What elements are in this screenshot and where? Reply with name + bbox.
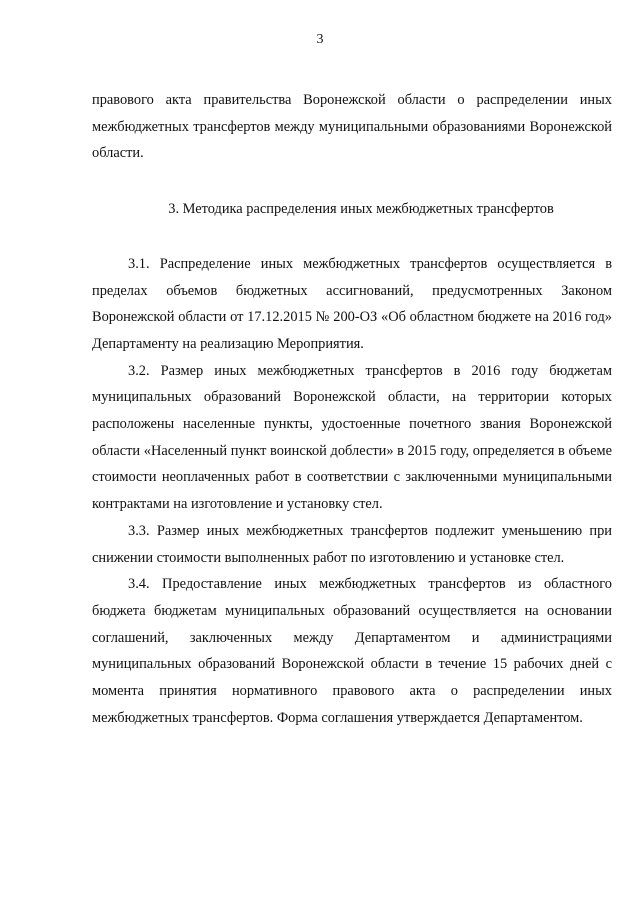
intro-paragraph: правового акта правительства Воронежской области о распределении иных межбюджетных трансфертов между муниципальными образованиями Воронежской области. xyxy=(92,92,612,162)
paragraph-3-1: 3.1. Распределение иных межбюджетных трансфертов осуществляется в пределах объемов бюджетных ассигнований, предусмотренных Законом Воронежской области от 17.12.2015 № 200-ОЗ «Об областном бюджете на 2016 год» Департаменту на реализацию Мероприятия. xyxy=(92,255,612,352)
paragraph-3-3: 3.3. Размер иных межбюджетных трансфертов подлежит уменьшению при снижении стоимости выполненных работ по изготовлению и установке стел. xyxy=(92,522,612,566)
section-heading: 3. Методика распределения иных межбюджетных трансфертов xyxy=(168,201,554,218)
paragraph-3-4: 3.4. Предоставление иных межбюджетных трансфертов из областного бюджета бюджетам муниципальных образований осуществляется на основании соглашений, заключенных между Департаментом и администрациями муниципальных образований Воронежской области в течение 15 рабочих дней с момента принятия нормативного правового акта о распределении иных межбюджетных трансфертов. Форма соглашения утверждается Департаментом. xyxy=(92,576,612,726)
page-number: 3 xyxy=(316,32,324,47)
document-body xyxy=(92,87,612,731)
paragraph-3-2: 3.2. Размер иных межбюджетных трансфертов в 2016 году бюджетам муниципальных образований Воронежской области, на территории которых расположены населенные пункты, удостоенные почетного звания Воронежской области «Населенный пункт воинской доблести» в 2015 году, определяется в объеме стоимости неоплаченных работ в соответствии с заключенными муниципальными контрактами на изготовление и установку стел. xyxy=(92,362,612,513)
